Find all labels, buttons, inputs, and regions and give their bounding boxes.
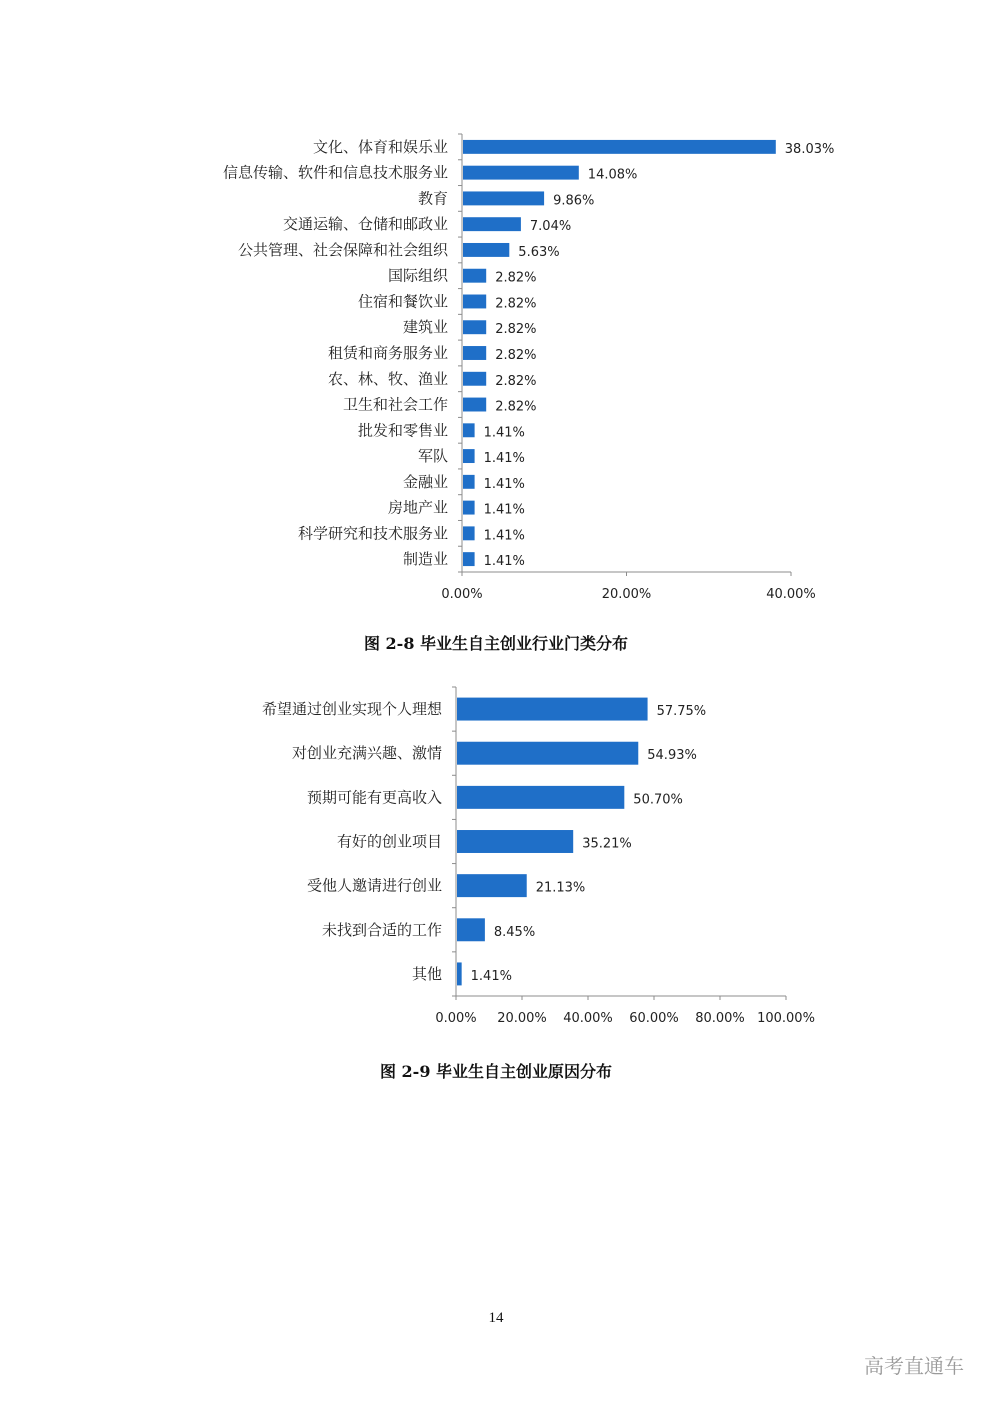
data-label: 7.04% <box>529 219 572 235</box>
category-label: 制造业 <box>402 550 448 569</box>
bar <box>463 475 475 489</box>
data-label: 1.41% <box>483 425 525 441</box>
x-tick-label: 20.00% <box>497 1011 547 1026</box>
bar <box>463 320 486 334</box>
category-label: 卫生和社会工作 <box>342 395 448 414</box>
bar <box>463 346 486 360</box>
category-label: 其他 <box>411 964 442 983</box>
category-label: 农、林、牧、渔业 <box>327 369 448 388</box>
data-label: 50.70% <box>633 792 683 808</box>
data-label: 2.82% <box>495 270 537 286</box>
data-label: 1.41% <box>483 554 525 570</box>
category-label: 预期可能有更高收入 <box>306 788 442 807</box>
category-label: 公共管理、社会保障和社会组织 <box>237 240 448 259</box>
category-label: 教育 <box>417 189 448 208</box>
x-tick-label: 20.00% <box>601 587 652 602</box>
bar <box>463 269 486 283</box>
category-label: 房地产业 <box>387 498 448 517</box>
data-label: 14.08% <box>587 167 638 183</box>
data-label: 2.82% <box>495 322 537 338</box>
category-label: 受他人邀请进行创业 <box>306 876 442 895</box>
bar <box>457 742 638 765</box>
data-label: 21.13% <box>535 880 586 896</box>
x-tick-label: 80.00% <box>695 1011 745 1026</box>
data-label: 5.63% <box>518 244 560 260</box>
category-label: 未找到合适的工作 <box>321 920 442 939</box>
bar <box>457 918 485 941</box>
bar <box>457 786 624 809</box>
figure-caption-2-9: 图 2-9 毕业生自主创业原因分布 <box>379 1062 613 1081</box>
category-label: 交通运输、仓储和邮政业 <box>282 215 448 234</box>
page-number: 14 <box>488 1310 504 1326</box>
bar <box>463 372 486 386</box>
data-label: 2.82% <box>495 373 537 389</box>
category-label: 租赁和商务服务业 <box>327 344 448 362</box>
chart-industry-distribution <box>223 134 834 602</box>
category-label: 信息传输、软件和信息技术服务业 <box>222 163 448 182</box>
bar <box>463 501 475 515</box>
category-label: 建筑业 <box>402 318 448 337</box>
x-tick-label: 100.00% <box>757 1011 815 1026</box>
bar <box>463 552 475 566</box>
x-tick-label: 40.00% <box>766 587 816 602</box>
bar <box>463 449 475 463</box>
category-label: 住宿和餐饮业 <box>357 292 448 311</box>
data-label: 9.86% <box>553 193 595 209</box>
category-label: 军队 <box>417 447 448 466</box>
bar <box>463 217 521 231</box>
bar <box>463 140 776 154</box>
bar <box>457 830 573 853</box>
x-tick-label: 0.00% <box>435 1011 477 1026</box>
bar <box>463 398 486 412</box>
category-label: 对创业充满兴趣、激情 <box>291 744 442 763</box>
bar <box>463 423 475 437</box>
category-label: 科学研究和技术服务业 <box>297 524 448 543</box>
data-label: 35.21% <box>582 836 632 852</box>
data-label: 1.41% <box>483 528 525 544</box>
bar <box>463 166 579 180</box>
bar <box>457 874 527 897</box>
data-label: 1.41% <box>470 968 512 984</box>
data-label: 38.03% <box>784 141 835 157</box>
data-label: 8.45% <box>493 924 536 940</box>
data-label: 2.82% <box>495 296 537 312</box>
x-tick-label: 60.00% <box>629 1011 679 1026</box>
category-label: 国际组织 <box>387 266 448 285</box>
figure-caption-2-8: 图 2-8 毕业生自主创业行业门类分布 <box>363 634 629 653</box>
bar <box>463 243 509 257</box>
bar <box>463 191 544 205</box>
category-label: 金融业 <box>402 472 448 491</box>
data-label: 54.93% <box>647 748 697 764</box>
x-tick-label: 0.00% <box>441 587 483 602</box>
data-label: 2.82% <box>495 348 537 363</box>
data-label: 1.41% <box>483 451 525 467</box>
data-label: 1.41% <box>483 502 525 518</box>
bar <box>463 295 486 309</box>
category-label: 有好的创业项目 <box>336 832 442 851</box>
bar <box>457 962 462 985</box>
data-label: 2.82% <box>495 399 537 415</box>
category-label: 批发和零售业 <box>357 421 448 440</box>
chart-startup-reasons <box>262 687 815 1026</box>
bar <box>463 526 475 540</box>
bar <box>457 698 648 721</box>
x-tick-label: 40.00% <box>563 1011 613 1026</box>
category-label: 文化、体育和娱乐业 <box>312 137 448 156</box>
data-label: 1.41% <box>483 476 525 492</box>
data-label: 57.75% <box>656 704 707 720</box>
watermark-logo-text: 高考直通车 <box>864 1354 964 1378</box>
category-label: 希望通过创业实现个人理想 <box>261 700 442 719</box>
